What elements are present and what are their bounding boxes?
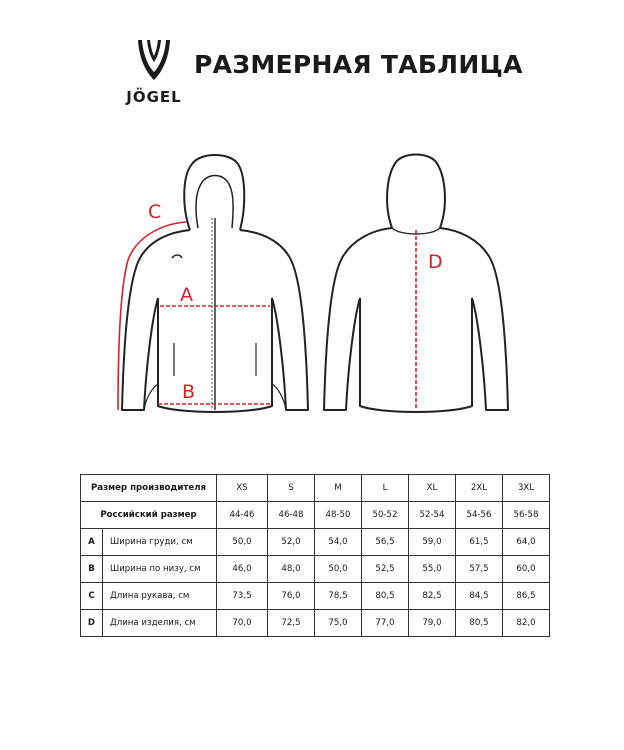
- measure-label-a: A: [180, 284, 193, 306]
- value-cell: 84,5: [456, 583, 503, 610]
- measure-label-b: B: [182, 381, 196, 403]
- row-letter: A: [81, 529, 103, 556]
- value-cell: 86,5: [503, 583, 550, 610]
- russian-size-cell: 56-58: [503, 502, 550, 529]
- jacket-front-drawing: [122, 155, 308, 412]
- value-cell: 61,5: [456, 529, 503, 556]
- row-letter: D: [81, 610, 103, 637]
- russian-size-row: [81, 502, 550, 529]
- value-cell: 70,0: [217, 610, 268, 637]
- row-parameter: Ширина по низу, см: [103, 556, 217, 583]
- table-row-chest: [81, 529, 550, 556]
- value-cell: 80,5: [362, 583, 409, 610]
- value-cell: 46,0: [217, 556, 268, 583]
- size-cell: L: [362, 475, 409, 502]
- page-title: РАЗМЕРНАЯ ТАБЛИЦА: [194, 50, 523, 79]
- value-cell: 52,5: [362, 556, 409, 583]
- size-cell: 3XL: [503, 475, 550, 502]
- value-cell: 80,5: [456, 610, 503, 637]
- value-cell: 48,0: [268, 556, 315, 583]
- size-cell: S: [268, 475, 315, 502]
- table-header-row: [81, 475, 550, 502]
- russian-size-cell: 50-52: [362, 502, 409, 529]
- value-cell: 57,5: [456, 556, 503, 583]
- russian-size-cell: 54-56: [456, 502, 503, 529]
- value-cell: 72,5: [268, 610, 315, 637]
- brand-name: JÖGEL: [126, 88, 182, 106]
- jacket-drawings: [100, 148, 540, 428]
- table-row-sleeve: [81, 583, 550, 610]
- value-cell: 76,0: [268, 583, 315, 610]
- size-table: [80, 474, 550, 637]
- row-parameter: Длина рукава, см: [103, 583, 217, 610]
- logo-mark-icon: [136, 40, 172, 84]
- measurement-lines: [118, 222, 416, 410]
- row-parameter: Длина изделия, см: [103, 610, 217, 637]
- value-cell: 50,0: [315, 556, 362, 583]
- value-cell: 73,5: [217, 583, 268, 610]
- russian-size-cell: 46-48: [268, 502, 315, 529]
- size-cell: M: [315, 475, 362, 502]
- brand-logo: [118, 40, 190, 108]
- manufacturer-size-label: Размер производителя: [81, 475, 217, 502]
- value-cell: 52,0: [268, 529, 315, 556]
- value-cell: 50,0: [217, 529, 268, 556]
- table-row-hem: [81, 556, 550, 583]
- value-cell: 54,0: [315, 529, 362, 556]
- russian-size-cell: 44-46: [217, 502, 268, 529]
- value-cell: 78,5: [315, 583, 362, 610]
- value-cell: 77,0: [362, 610, 409, 637]
- size-cell: 2XL: [456, 475, 503, 502]
- value-cell: 82,5: [409, 583, 456, 610]
- value-cell: 75,0: [315, 610, 362, 637]
- size-cell: XS: [217, 475, 268, 502]
- row-letter: B: [81, 556, 103, 583]
- value-cell: 59,0: [409, 529, 456, 556]
- russian-size-label: Российский размер: [81, 502, 217, 529]
- value-cell: 64,0: [503, 529, 550, 556]
- value-cell: 55,0: [409, 556, 456, 583]
- value-cell: 60,0: [503, 556, 550, 583]
- jacket-back-drawing: [324, 155, 508, 413]
- size-cell: XL: [409, 475, 456, 502]
- value-cell: 82,0: [503, 610, 550, 637]
- measure-label-d: D: [428, 251, 443, 273]
- row-letter: C: [81, 583, 103, 610]
- russian-size-cell: 52-54: [409, 502, 456, 529]
- value-cell: 56,5: [362, 529, 409, 556]
- row-parameter: Ширина груди, см: [103, 529, 217, 556]
- table-row-length: [81, 610, 550, 637]
- value-cell: 79,0: [409, 610, 456, 637]
- measure-label-c: C: [148, 201, 162, 223]
- russian-size-cell: 48-50: [315, 502, 362, 529]
